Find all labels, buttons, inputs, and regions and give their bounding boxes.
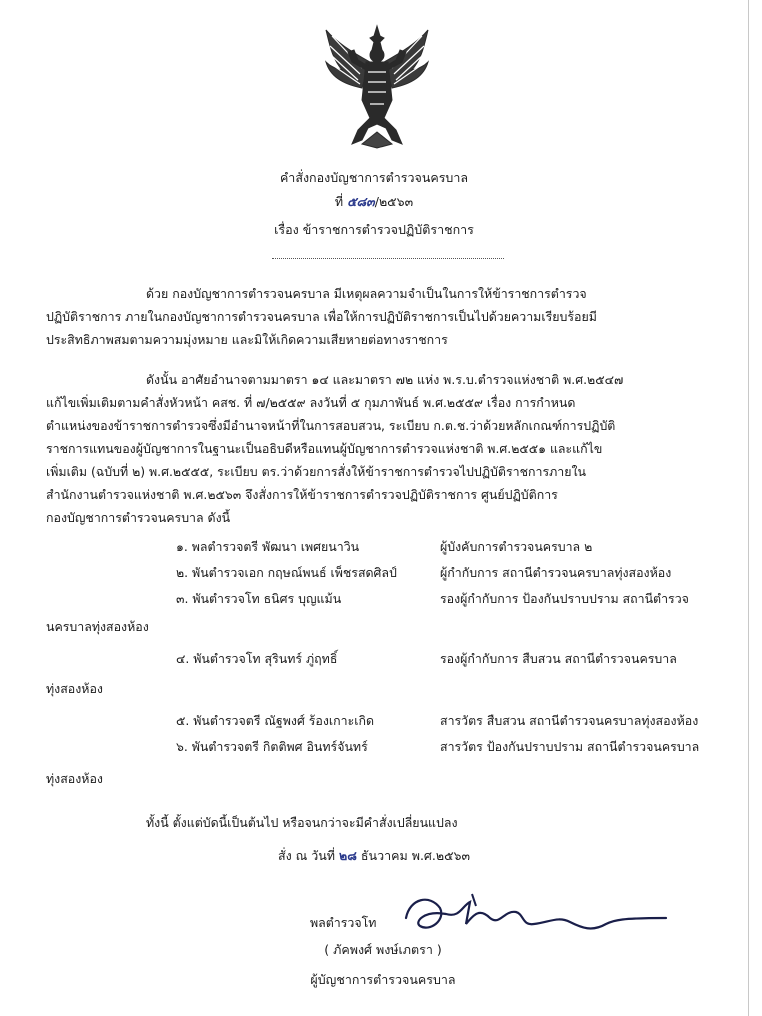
date-prefix: สั่ง ณ วันที่ — [277, 848, 336, 863]
paragraph-line: ตำแหน่งของข้าราชการตำรวจซึ่งมีอำนาจหน้าที่ในการสอบสวน, ระเบียบ ก.ต.ช.ว่าด้วยหลักเกณฑ์การปฏิบัติ — [46, 418, 616, 433]
paragraph-line: แก้ไขเพิ่มเติมตามคำสั่งหัวหน้า คสช. ที่ ๗/๒๕๕๙ ลงวันที่ ๕ กุมภาพันธ์ พ.ศ.๒๕๕๙ เรื่อง การกำหนด — [46, 395, 576, 410]
officer-name: ๒. พันตำรวจเอก กฤษณ์พนธ์ เพ็ชรสดศิลป์ — [176, 565, 397, 580]
order-number-year: /๒๕๖๓ — [374, 194, 414, 209]
signer-title: ผู้บัญชาการตำรวจนครบาล — [310, 972, 456, 987]
officer-position: สารวัตร สืบสวน สถานีตำรวจนครบาลทุ่งสองห้อง — [440, 713, 699, 728]
officer-position: ผู้บังคับการตำรวจนครบาล ๒ — [440, 539, 593, 554]
order-number-prefix: ที่ — [334, 194, 344, 209]
paragraph-line: สำนักงานตำรวจแห่งชาติ พ.ศ.๒๕๖๓ จึงสั่งการให้ข้าราชการตำรวจปฏิบัติราชการ ศูนย์ปฏิบัติการ — [46, 487, 558, 502]
officer-position: ผู้กำกับการ สถานีตำรวจนครบาลทุ่งสองห้อง — [440, 565, 672, 580]
officer-name: ๖. พันตำรวจตรี กิตติพศ อินทร์จันทร์ — [176, 739, 368, 754]
signer-rank: พลตำรวจโท — [310, 915, 377, 930]
date-rest: ธันวาคม พ.ศ.๒๕๖๓ — [360, 848, 471, 863]
heading-divider — [272, 258, 504, 259]
signer-name: ( ภัคพงศ์ พงษ์เภตรา ) — [324, 942, 442, 957]
order-subject — [0, 220, 748, 240]
officer-position-continued: นครบาลทุ่งสองห้อง — [46, 619, 149, 634]
officer-name: ๓. พันตำรวจโท ธนิศร บุญแม้น — [176, 591, 342, 606]
paragraph-line: เพิ่มเติม (ฉบับที่ ๒) พ.ศ.๒๕๕๕, ระเบียบ ตร.ว่าด้วยการสั่งให้ข้าราชการตำรวจไปปฏิบัติราชการภายใน — [46, 464, 587, 479]
subject-text: ข้าราชการตำรวจปฏิบัติราชการ — [302, 222, 474, 237]
officer-name: ๕. พันตำรวจตรี ณัฐพงศ์ ร้องเกาะเกิด — [176, 713, 375, 728]
officer-position: สารวัตร ป้องกันปราบปราม สถานีตำรวจนครบาล — [440, 739, 700, 754]
paragraph-line: ดังนั้น อาศัยอำนาจตามมาตรา ๑๔ และมาตรา ๗๒ แห่ง พ.ร.บ.ตำรวจแห่งชาติ พ.ศ.๒๕๔๗ — [146, 372, 624, 387]
officer-name: ๔. พันตำรวจโท สุรินทร์ ภู่ฤทธิ์ — [176, 651, 338, 666]
garuda-emblem — [322, 22, 432, 150]
officer-name: ๑. พลตำรวจตรี พัฒนา เพศยนาวิน — [176, 539, 360, 554]
order-heading: คำสั่งกองบัญชาการตำรวจนครบาล — [279, 170, 469, 185]
officer-position-continued: ทุ่งสองห้อง — [46, 681, 103, 696]
officer-position: รองผู้กำกับการ สืบสวน สถานีตำรวจนครบาล — [440, 651, 677, 666]
order-number-handwritten: ๕๘๓ — [347, 194, 375, 209]
order-number — [0, 192, 748, 212]
order-date — [0, 846, 748, 866]
effective-clause: ทั้งนี้ ตั้งแต่บัดนี้เป็นต้นไป หรือจนกว่าจะมีคำสั่งเปลี่ยนแปลง — [146, 815, 458, 830]
paragraph-line: ปฏิบัติราชการ ภายในกองบัญชาการตำรวจนครบาล เพื่อให้การปฏิบัติราชการเป็นไปด้วยความเรียบร้อยมี — [46, 309, 597, 324]
paragraph-line: ราชการแทนของผู้บัญชาการในฐานะเป็นอธิบดีหรือแทนผู้บัญชาการตำรวจแห่งชาติ พ.ศ.๒๕๕๑ และแก้ไข — [46, 441, 603, 456]
paragraph-purpose — [46, 282, 736, 351]
handwritten-signature — [400, 888, 670, 942]
paragraph-line: ด้วย กองบัญชาการตำรวจนครบาล มีเหตุผลความจำเป็นในการให้ข้าราชการตำรวจ — [146, 286, 587, 301]
subject-label: เรื่อง — [274, 222, 299, 237]
officer-position-continued: ทุ่งสองห้อง — [46, 771, 103, 786]
date-day: ๒๘ — [339, 848, 357, 863]
officer-position: รองผู้กำกับการ ป้องกันปราบปราม สถานีตำรวจ — [440, 591, 689, 606]
page-edge — [748, 0, 749, 1016]
paragraph-line: ประสิทธิภาพสมตามความมุ่งหมาย และมิให้เกิดความเสียหายต่อทางราชการ — [46, 332, 448, 347]
paragraph-line: กองบัญชาการตำรวจนครบาล ดังนี้ — [46, 510, 231, 525]
paragraph-authority — [46, 368, 736, 529]
